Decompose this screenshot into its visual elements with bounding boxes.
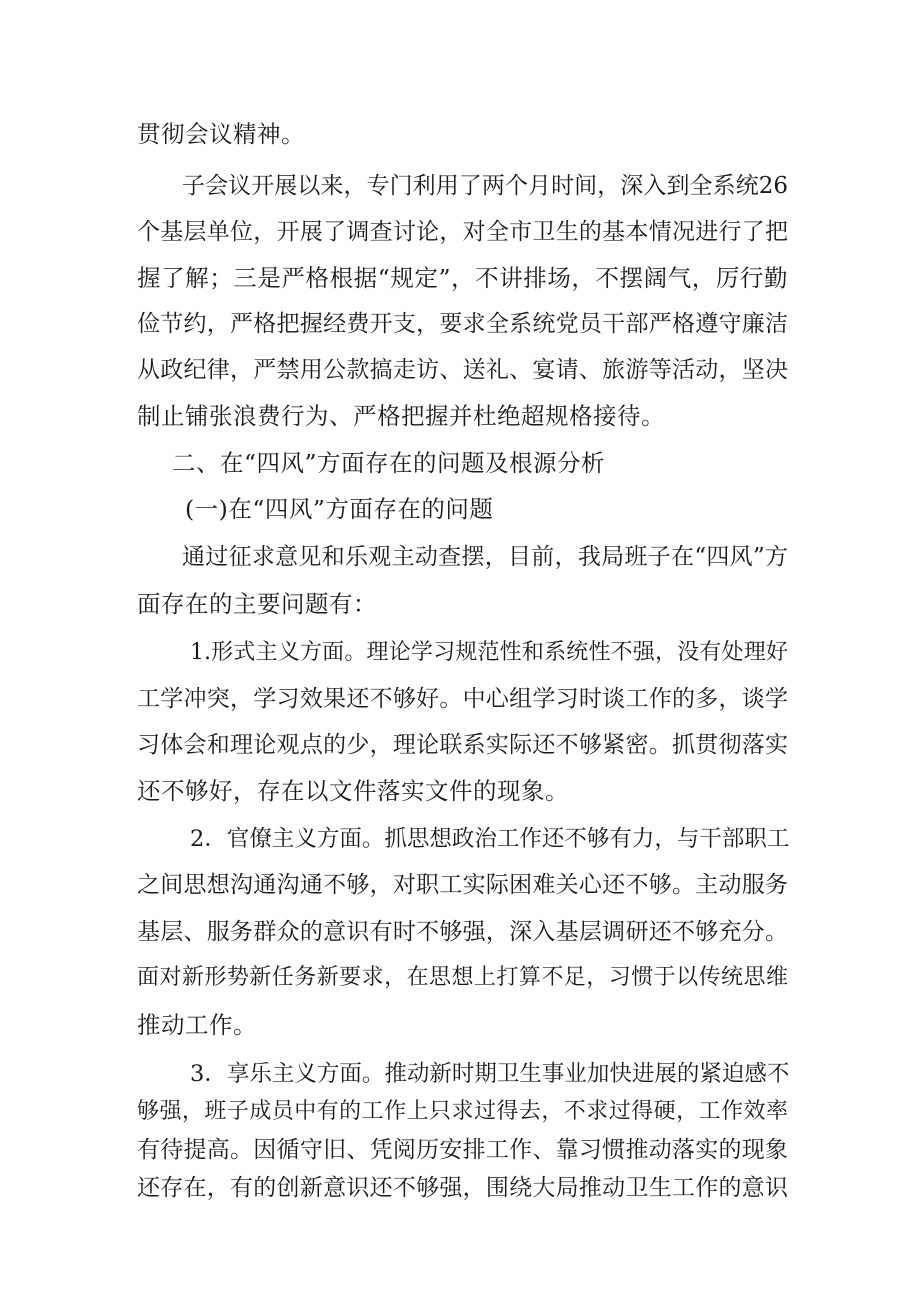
text-line: 推动工作。 [137,1011,257,1039]
text-line: 握了解；三是严格根据“规定”，不讲排场，不摆阔气，厉行勤 [137,264,788,292]
text-line: 面对新形势新任务新要求，在思想上打算不足，习惯于以传统思维 [137,965,788,990]
subsection-heading: (一)在“四风”方面存在的问题 [185,495,494,523]
text-line: 贯彻会议精神。 [137,120,305,148]
text-line: 还不够好，存在以文件落实文件的现象。 [137,777,569,805]
text-line: 之间思想沟通沟通不够，对职工实际困难关心还不够。主动服务 [137,872,788,898]
text-line: 基层、服务群众的意识有时不够强，深入基层调研还不够充分。 [137,919,788,945]
text-line: 面存在的主要问题有： [137,590,377,618]
text-line: 从政纪律，严禁用公款搞走访、送礼、宴请、旅游等活动，坚决 [137,357,788,383]
section-heading: 二、在“四风”方面存在的问题及根源分析 [172,449,606,477]
text-line: 个基层单位，开展了调查讨论，对全市卫生的基本情况进行了把 [137,219,788,245]
text-line: 俭节约，严格把握经费开支，要求全系统党员干部严格遵守廉洁 [137,311,788,337]
text-line: 够强，班子成员中有的工作上只求过得去，不求过得硬，工作效率 [137,1099,788,1124]
text-line: 还存在，有的创新意识还不够强，围绕大局推动卫生工作的意识 [137,1175,788,1201]
text-line: 工学冲突，学习效果还不够好。中心组学习时谈工作的多，谈学 [137,686,788,712]
text-line: 有待提高。因循守旧、凭阅历安排工作、靠习惯推动落实的现象 [137,1137,788,1163]
text-line: 习体会和理论观点的少，理论联系实际还不够紧密。抓贯彻落实 [137,732,788,758]
text-line: 2．官僚主义方面。抓思想政治工作还不够有力，与干部职工 [190,826,790,852]
text-line: 1.形式主义方面。理论学习规范性和系统性不强，没有处理好 [190,640,788,665]
text-line: 制止铺张浪费行为、严格把握并杜绝超规格接待。 [137,402,665,430]
text-line: 子会议开展以来，专门利用了两个月时间，深入到全系统26 [182,173,788,199]
text-line: 通过征求意见和乐观主动查摆，目前，我局班子在“四风”方 [182,544,788,570]
text-line: 3．享乐主义方面。推动新时期卫生事业加快进展的紧迫感不 [190,1061,790,1087]
